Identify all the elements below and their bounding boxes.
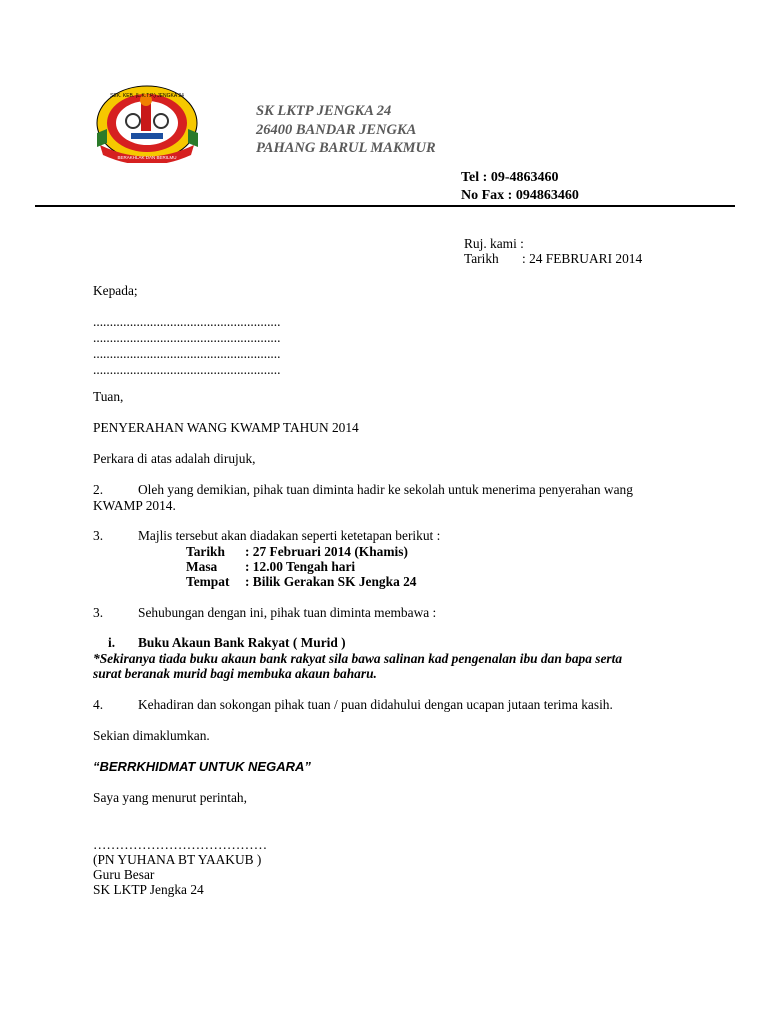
para4-number: 4. <box>93 697 104 712</box>
item-i-note-line2: surat beranak murid bagi membuka akaun baharu. <box>93 666 377 681</box>
para3b-text: Sehubungan dengan ini, pihak tuan diminta membawa : <box>138 605 437 620</box>
fax-number: No Fax : 094863460 <box>461 188 579 203</box>
tel-number: Tel : 09-4863460 <box>461 170 559 185</box>
recipient-line: ........................................................ <box>93 330 281 345</box>
item-i-note-line1: *Sekiranya tiada buku akaun bank rakyat sila bawa salinan kad pengenalan ibu dan bapa serta <box>93 651 623 666</box>
detail-tarikh-value: : 27 Februari 2014 (Khamis) <box>245 544 408 559</box>
recipient-line: ........................................................ <box>93 346 281 361</box>
signatory-title: Guru Besar <box>93 867 155 882</box>
item-i-number: i. <box>108 635 116 650</box>
signature-line: ………………………………… <box>93 837 268 852</box>
recipient-line: ........................................................ <box>93 314 281 329</box>
logo-bottom-text: BERAKHLAK DAN BERILMU <box>117 155 177 160</box>
para3-number: 3. <box>93 528 104 543</box>
school-address: 26400 BANDAR JENGKA <box>256 122 417 138</box>
closing-text: Sekian dimaklumkan. <box>93 728 210 743</box>
detail-masa-label: Masa <box>186 559 218 574</box>
salutation: Tuan, <box>93 389 124 404</box>
header-rule <box>35 205 735 207</box>
recipient-label: Kepada; <box>93 283 138 298</box>
obedient-text: Saya yang menurut perintah, <box>93 790 247 805</box>
logo-top-text: SEK. KEB. (L.K.T.P.) JENGKA 24 <box>110 93 184 99</box>
recipient-line: ........................................................ <box>93 362 281 377</box>
signatory-name: (PN YUHANA BT YAAKUB ) <box>93 852 262 867</box>
item-i-text: Buku Akaun Bank Rakyat ( Murid ) <box>138 635 346 650</box>
para3-text: Majlis tersebut akan diadakan seperti ketetapan berikut : <box>138 528 441 543</box>
detail-masa-value: : 12.00 Tengah hari <box>245 559 356 574</box>
intro-text: Perkara di atas adalah dirujuk, <box>93 451 256 466</box>
school-state: PAHANG BARUL MAKMUR <box>256 140 436 156</box>
para2-number: 2. <box>93 482 104 497</box>
letter-subject: PENYERAHAN WANG KWAMP TAHUN 2014 <box>93 420 359 435</box>
signatory-school: SK LKTP Jengka 24 <box>93 882 204 897</box>
reference-tarikh-label: Tarikh <box>464 251 499 266</box>
detail-tempat-label: Tempat <box>186 574 230 589</box>
detail-tarikh-label: Tarikh <box>186 544 225 559</box>
para2-line1: Oleh yang demikian, pihak tuan diminta hadir ke sekolah untuk menerima penyerahan wang <box>138 482 633 497</box>
para4-text: Kehadiran dan sokongan pihak tuan / puan didahului dengan ucapan jutaan terima kasih. <box>138 697 613 712</box>
para2-line2: KWAMP 2014. <box>93 498 176 513</box>
para3b-number: 3. <box>93 605 104 620</box>
motto: “BERRKHIDMAT UNTUK NEGARA” <box>93 759 311 774</box>
detail-tempat-value: : Bilik Gerakan SK Jengka 24 <box>245 574 417 589</box>
reference-tarikh-value: : 24 FEBRUARI 2014 <box>522 251 643 266</box>
reference-ruj: Ruj. kami : <box>464 236 524 251</box>
school-name: SK LKTP JENGKA 24 <box>256 103 392 119</box>
school-logo <box>95 83 200 163</box>
